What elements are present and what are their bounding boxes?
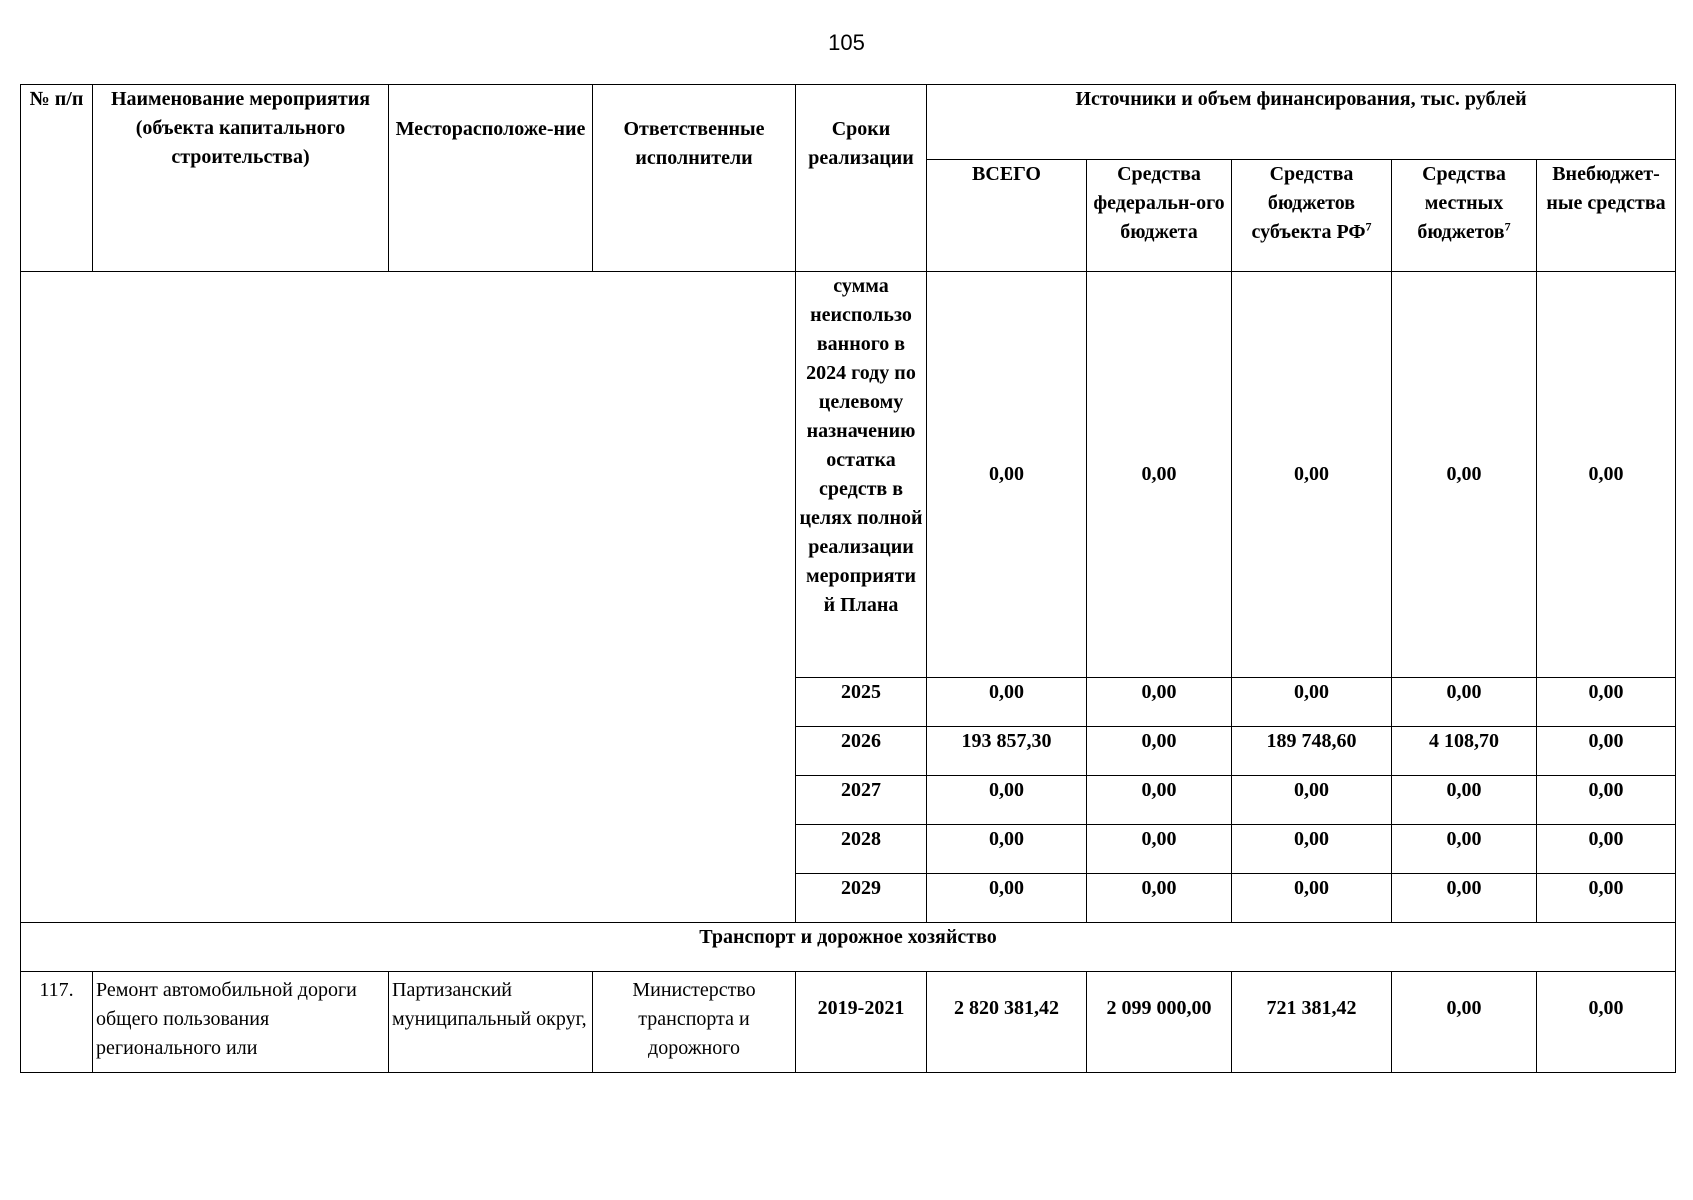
financing-table	[20, 84, 1676, 1073]
header-subject-sup: 7	[1365, 219, 1372, 234]
term-cell: сумма неиспользо ванного в 2024 году по целевому назначению остатка средств в целях полной реализации мероприяти й Плана	[796, 272, 927, 678]
extra-cell: 0,00	[1537, 825, 1676, 874]
item-extra: 0,00	[1537, 972, 1676, 1073]
subject-cell: 0,00	[1232, 776, 1392, 825]
local-cell: 0,00	[1392, 825, 1537, 874]
header-local	[1392, 160, 1537, 272]
subject-cell: 0,00	[1232, 272, 1392, 678]
header-row-1	[21, 85, 1676, 160]
item-num: 117.	[21, 972, 93, 1073]
total-cell: 0,00	[927, 825, 1087, 874]
header-num: № п/п	[21, 85, 93, 272]
extra-cell: 0,00	[1537, 727, 1676, 776]
total-cell: 0,00	[927, 678, 1087, 727]
header-terms: Сроки реализации	[796, 85, 927, 272]
term-cell: 2025	[796, 678, 927, 727]
total-cell: 0,00	[927, 874, 1087, 923]
subject-cell: 189 748,60	[1232, 727, 1392, 776]
total-cell: 0,00	[927, 776, 1087, 825]
extra-cell: 0,00	[1537, 272, 1676, 678]
header-sources: Источники и объем финансирования, тыс. рублей	[927, 85, 1676, 160]
section-title: Транспорт и дорожное хозяйство	[21, 923, 1676, 972]
item-name: Ремонт автомобильной дороги общего пользования регионального или	[93, 972, 389, 1073]
term-cell: 2029	[796, 874, 927, 923]
item-term: 2019-2021	[796, 972, 927, 1073]
item-location: Партизанский муниципальный округ,	[389, 972, 593, 1073]
local-cell: 0,00	[1392, 776, 1537, 825]
table-row	[21, 272, 1676, 678]
header-name: Наименование мероприятия (объекта капитального строительства)	[93, 85, 389, 272]
term-cell: 2026	[796, 727, 927, 776]
item-total: 2 820 381,42	[927, 972, 1087, 1073]
header-subject-text: Средства бюджетов субъекта РФ	[1251, 163, 1366, 243]
subject-cell: 0,00	[1232, 874, 1392, 923]
local-cell: 0,00	[1392, 874, 1537, 923]
header-federal: Средства федеральн-ого бюджета	[1087, 160, 1232, 272]
item-responsible: Министерство транспорта и дорожного	[593, 972, 796, 1073]
federal-cell: 0,00	[1087, 776, 1232, 825]
table-row	[21, 972, 1676, 1073]
item-subject: 721 381,42	[1232, 972, 1392, 1073]
federal-cell: 0,00	[1087, 874, 1232, 923]
empty-merged-cell	[21, 272, 796, 923]
federal-cell: 0,00	[1087, 825, 1232, 874]
subject-cell: 0,00	[1232, 678, 1392, 727]
term-cell: 2028	[796, 825, 927, 874]
item-local: 0,00	[1392, 972, 1537, 1073]
header-extra: Внебюджет-ные средства	[1537, 160, 1676, 272]
header-local-sup: 7	[1504, 219, 1511, 234]
total-cell: 0,00	[927, 272, 1087, 678]
header-responsible: Ответственные исполнители	[593, 85, 796, 272]
federal-cell: 0,00	[1087, 678, 1232, 727]
local-cell: 4 108,70	[1392, 727, 1537, 776]
federal-cell: 0,00	[1087, 727, 1232, 776]
local-cell: 0,00	[1392, 678, 1537, 727]
extra-cell: 0,00	[1537, 776, 1676, 825]
page-number: 105	[828, 30, 865, 55]
header-location: Месторасположе-ние	[389, 85, 593, 272]
section-row	[21, 923, 1676, 972]
extra-cell: 0,00	[1537, 678, 1676, 727]
term-cell: 2027	[796, 776, 927, 825]
total-cell: 193 857,30	[927, 727, 1087, 776]
federal-cell: 0,00	[1087, 272, 1232, 678]
header-total: ВСЕГО	[927, 160, 1087, 272]
extra-cell: 0,00	[1537, 874, 1676, 923]
header-subject	[1232, 160, 1392, 272]
subject-cell: 0,00	[1232, 825, 1392, 874]
item-federal: 2 099 000,00	[1087, 972, 1232, 1073]
local-cell: 0,00	[1392, 272, 1537, 678]
header-local-text: Средства местных бюджетов	[1417, 163, 1506, 243]
